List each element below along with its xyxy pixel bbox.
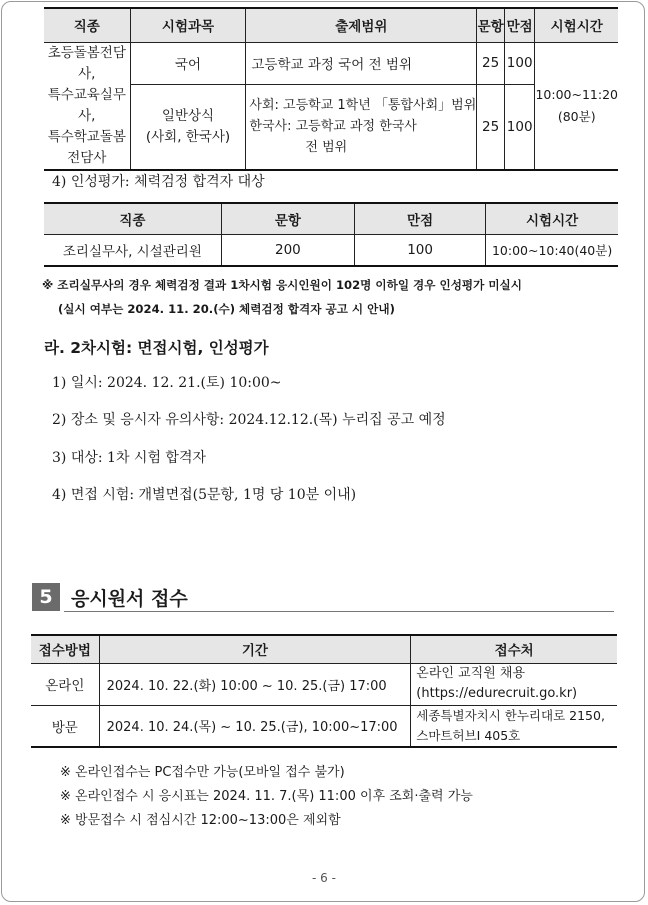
score-cell: 100 xyxy=(504,42,534,84)
subject-cell: 국어 xyxy=(130,42,246,84)
subject-line: (사회, 한국사) xyxy=(145,128,231,145)
scope-line: 한국사: 고등학교 과정 한국사 xyxy=(249,119,417,135)
scope-line: 사회: 고등학교 1학년 「통합사회」범위 xyxy=(249,98,477,114)
note-line: ※ 방문접수 시 점심시간 12:00~13:00은 제외함 xyxy=(60,813,341,828)
method-cell: 방문 xyxy=(31,705,99,747)
note-line: ※ 온라인접수는 PC접수만 가능(모바일 접수 불가) xyxy=(60,765,345,780)
col-header-job: 직종 xyxy=(44,203,221,234)
section-title: 응시원서 접수 xyxy=(71,588,188,610)
scope-line: 전 범위 xyxy=(305,140,348,156)
col-header-place: 접수처 xyxy=(411,635,617,663)
job-line: 특수교육실무사, xyxy=(47,86,126,124)
job-line: 특수학교돌봄전담사 xyxy=(47,128,126,166)
list-item: 4) 면접 시험: 개별면접(5문항, 1명 당 10분 이내) xyxy=(52,487,357,503)
col-header-time: 시험시간 xyxy=(535,8,618,42)
time-cell xyxy=(535,42,618,170)
scope-cell xyxy=(246,84,477,169)
subject-cell xyxy=(130,84,246,169)
place-url: (https://edurecruit.go.kr) xyxy=(416,686,578,701)
place-line: 세종특별자치시 한누리대로 2150, xyxy=(416,707,605,723)
personality-eval-note: 4) 인성평가: 체력검정 합격자 대상 xyxy=(52,174,265,190)
method-cell: 온라인 xyxy=(31,663,99,705)
col-header-period: 기간 xyxy=(99,635,411,663)
col-header-score: 만점 xyxy=(354,203,485,234)
time-cell: 10:00~10:40(40분) xyxy=(486,234,618,266)
place-line: 스마트허브Ⅰ 405호 xyxy=(416,727,521,743)
time-duration: (80분) xyxy=(557,108,596,124)
section-divider xyxy=(64,611,614,612)
col-header-subject: 시험과목 xyxy=(130,8,246,42)
col-header-score: 만점 xyxy=(504,8,534,42)
list-item: 3) 대상: 1차 시험 합격자 xyxy=(52,450,206,466)
col-header-questions: 문항 xyxy=(477,8,505,42)
list-item: 2) 장소 및 응시자 유의사항: 2024.12.12.(목) 누리집 공고 예정 xyxy=(52,412,446,428)
score-cell: 100 xyxy=(504,84,534,169)
place-cell xyxy=(411,705,617,747)
period-cell: 2024. 10. 22.(화) 10:00 ~ 10. 25.(금) 17:00 xyxy=(99,663,411,705)
page-number: - 6 - xyxy=(312,871,336,885)
notice-line: (실시 여부는 2024. 11. 20.(수) 체력검정 합격자 공고 시 안내) xyxy=(58,302,395,316)
period-cell: 2024. 10. 24.(목) ~ 10. 25.(금), 10:00~17:00 xyxy=(99,705,411,747)
col-header-time: 시험시간 xyxy=(486,203,618,234)
job-cell: 조리실무사, 시설관리원 xyxy=(44,234,221,266)
personality-eval-table xyxy=(44,202,618,267)
job-line: 초등돌봄전담사, xyxy=(47,44,126,82)
questions-cell: 200 xyxy=(221,234,354,266)
subject-line: 일반상식 xyxy=(161,107,215,124)
place-line: 온라인 교직원 채용 xyxy=(416,666,526,681)
section-ra-heading: 라. 2차시험: 면접시험, 인성평가 xyxy=(44,339,269,357)
questions-cell: 25 xyxy=(477,84,505,169)
note-line: ※ 온라인접수 시 응시표는 2024. 11. 7.(목) 11:00 이후 조회·출력 가능 xyxy=(60,789,473,804)
job-cell xyxy=(44,42,130,170)
questions-cell: 25 xyxy=(477,42,505,84)
section-number: 5 xyxy=(32,583,60,611)
time-range: 10:00~11:20 xyxy=(535,86,618,102)
col-header-questions: 문항 xyxy=(221,203,354,234)
application-table xyxy=(31,634,617,748)
col-header-job: 직종 xyxy=(44,8,130,42)
col-header-method: 접수방법 xyxy=(31,635,99,663)
score-cell: 100 xyxy=(354,234,485,266)
notice-line: ※ 조리실무사의 경우 체력검정 결과 1차시험 응시인원이 102명 이하일 경우 인성평가 미실시 xyxy=(42,278,522,292)
exam-subjects-table xyxy=(44,7,618,171)
place-cell xyxy=(411,663,617,705)
list-item: 1) 일시: 2024. 12. 21.(토) 10:00~ xyxy=(52,375,282,391)
scope-cell: 고등학교 과정 국어 전 범위 xyxy=(246,42,477,84)
col-header-scope: 출제범위 xyxy=(246,8,477,42)
